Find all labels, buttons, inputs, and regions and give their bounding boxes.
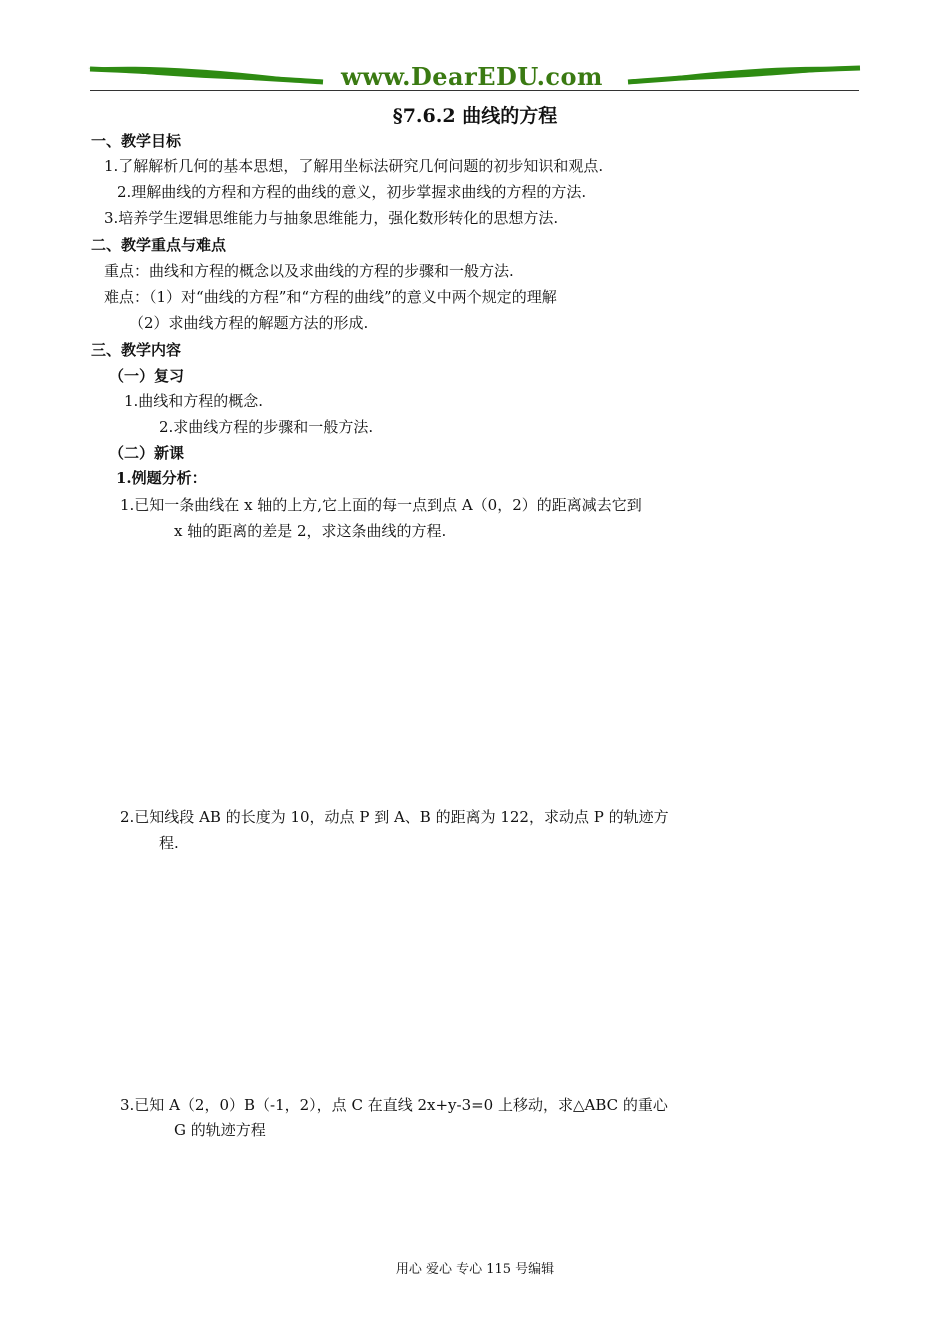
difficulty-1: 难点：（1）对“曲线的方程”和“方程的曲线”的意义中两个规定的理解: [104, 288, 557, 306]
section-1-heading: 一、教学目标: [91, 132, 182, 150]
difficulty-2: （2）求曲线方程的解题方法的形成.: [129, 314, 369, 332]
review-item-1: 1.曲线和方程的概念.: [124, 392, 264, 410]
review-heading: （一）复习: [109, 367, 185, 385]
section-2-heading: 二、教学重点与难点: [91, 236, 227, 254]
example-2-line-2: 程.: [159, 834, 179, 852]
example-2-line-1: 2.已知线段 AB 的长度为 10，动点 P 到 A、B 的距离为 122，求动点 P 的轨迹方: [120, 808, 669, 826]
examples-heading: 1.例题分析：: [116, 469, 207, 487]
example-1-line-1: 1.已知一条曲线在 x 轴的上方,它上面的每一点到点 A（0，2）的距离减去它到: [120, 496, 642, 514]
header-rule: [90, 90, 859, 91]
objective-2: 2.理解曲线的方程和方程的曲线的意义，初步掌握求曲线的方程的方法.: [117, 183, 587, 201]
objective-1: 1.了解解析几何的基本思想，了解用坐标法研究几何问题的初步知识和观点.: [104, 157, 604, 175]
section-3-heading: 三、教学内容: [91, 341, 182, 359]
example-3-line-1: 3.已知 A（2，0）B（-1，2），点 C 在直线 2x+y-3=0 上移动，求△ABC 的重心: [120, 1096, 668, 1114]
page-footer: 用心 爱心 专心 115 号编辑: [395, 1262, 555, 1277]
objective-3: 3.培养学生逻辑思维能力与抽象思维能力，强化数形转化的思想方法.: [104, 209, 559, 227]
key-point: 重点：曲线和方程的概念以及求曲线的方程的步骤和一般方法.: [104, 262, 514, 280]
review-item-2: 2.求曲线方程的步骤和一般方法.: [159, 418, 374, 436]
site-logo: www.DearEDU.com: [341, 62, 603, 91]
new-lesson-heading: （二）新课: [109, 444, 185, 462]
page-title: §7.6.2 曲线的方程: [392, 105, 558, 127]
example-1-line-2: x 轴的距离的差是 2，求这条曲线的方程.: [174, 522, 447, 540]
example-3-line-2: G 的轨迹方程: [174, 1121, 266, 1139]
